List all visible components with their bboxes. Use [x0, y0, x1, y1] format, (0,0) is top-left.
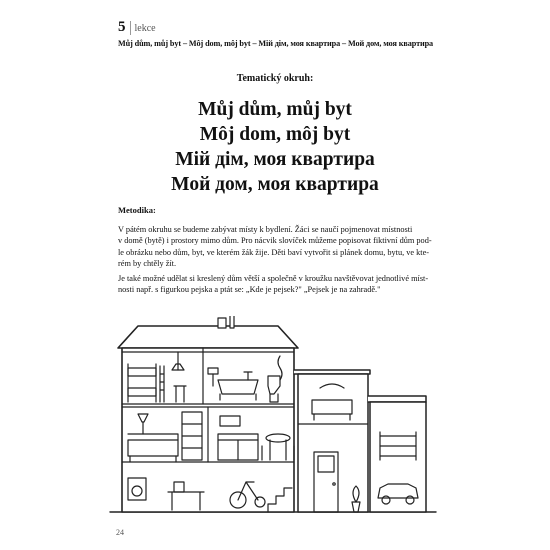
page-number: 24	[116, 528, 124, 537]
lesson-label: lekce	[134, 23, 156, 34]
chimney-left	[218, 318, 226, 328]
chimney-right	[230, 316, 234, 328]
methodology-label: Metodika:	[118, 205, 156, 215]
topic-subheading: Tematický okruh:	[236, 73, 314, 84]
title-ukrainian: Мій дім, моя квартира	[175, 149, 375, 170]
paragraph-line: V pátém okruhu se budeme zabývat místy k bydlení. Žáci se naučí pojmenovat místnosti	[118, 225, 413, 234]
paragraph-line: le obrázku nebo dům, byt, ve kterém žák žije. Děti baví vytvořit si plánek domu, bytu, ve kte-	[118, 247, 430, 257]
paragraph-line: nosti např. s figurkou pejska a ptát se: „Kde je pejsek?" „Pejsek je na zahradě."	[118, 285, 381, 295]
garage-roof	[368, 396, 426, 402]
lesson-number: 5	[118, 19, 126, 35]
paragraph-activity	[118, 273, 432, 296]
title-czech: Můj dům, můj byt	[198, 99, 352, 120]
main-roof	[118, 326, 298, 348]
annex-body	[298, 374, 368, 512]
paragraph-line: v domě (bytě) i prostory mimo dům. Pro nácvik slovíček můžeme popisovat fiktivní dům pod-	[118, 236, 432, 246]
lesson-divider	[130, 21, 131, 35]
paragraph-line: Je také možné udělat si kreslený dům větší a společně v kroužku navštěvovat jednotlivé míst-	[118, 274, 429, 283]
lesson-header	[118, 20, 156, 35]
running-title: Můj dům, můj byt – Môj dom, môj byt – Мій дім, моя квартира – Мой дом, моя квартира	[118, 39, 434, 48]
paragraph-methodology	[118, 224, 432, 270]
topic-titles	[0, 97, 550, 197]
paragraph-line: rém by chtěly žít.	[118, 259, 177, 269]
title-slovak: Môj dom, môj byt	[199, 124, 351, 145]
house-illustration	[108, 316, 438, 516]
title-russian: Мой дом, моя квартира	[171, 174, 379, 195]
shelf-icon	[380, 432, 416, 460]
